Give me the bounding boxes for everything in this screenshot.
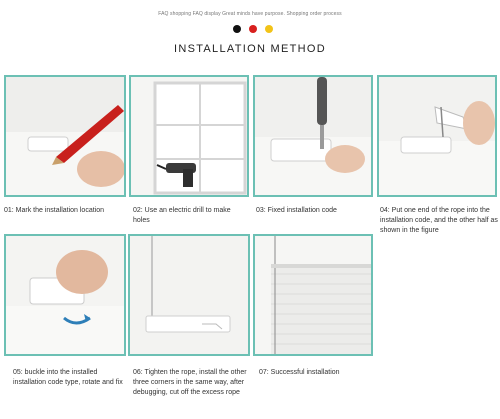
step-4-image	[377, 75, 497, 197]
step-2-image	[129, 75, 249, 197]
pencil-marking-illustration	[6, 77, 124, 195]
yellow-dot	[265, 25, 273, 33]
step-6-image	[128, 234, 250, 356]
step-7-caption: 07: Successful installation	[259, 369, 340, 376]
step-3-caption: 03: Fixed installation code	[256, 207, 337, 214]
step-1-image	[4, 75, 126, 197]
step-7-image	[253, 234, 373, 356]
step-2-caption: 02: Use an electric drill to make holes	[133, 207, 231, 224]
tighten-rope-illustration	[130, 236, 248, 354]
red-dot	[249, 25, 257, 33]
step-3-image	[253, 75, 373, 197]
black-dot	[233, 25, 241, 33]
screwdriver-illustration	[255, 77, 371, 195]
decorative-dots	[233, 25, 273, 33]
step-1-caption: 01: Mark the installation location	[4, 207, 104, 214]
step-4-caption: 04: Put one end of the rope into the installation code, and the other half as shown in the figure	[380, 207, 498, 234]
installed-blind-illustration	[255, 236, 371, 354]
step-5-image	[4, 234, 126, 356]
buckle-illustration	[6, 236, 124, 354]
top-links-text: FAQ shopping FAQ display Great minds have purpose. Shopping order process	[158, 11, 342, 17]
page-title: INSTALLATION METHOD	[173, 43, 327, 55]
drill-illustration	[131, 77, 247, 195]
rope-hook-illustration	[379, 77, 495, 195]
step-5-caption: 05: buckle into the installed installation code type, rotate and fix	[13, 369, 123, 386]
step-6-caption: 06: Tighten the rope, install the other three corners in the same way, after debugging, cut off the excess rope	[133, 369, 247, 396]
